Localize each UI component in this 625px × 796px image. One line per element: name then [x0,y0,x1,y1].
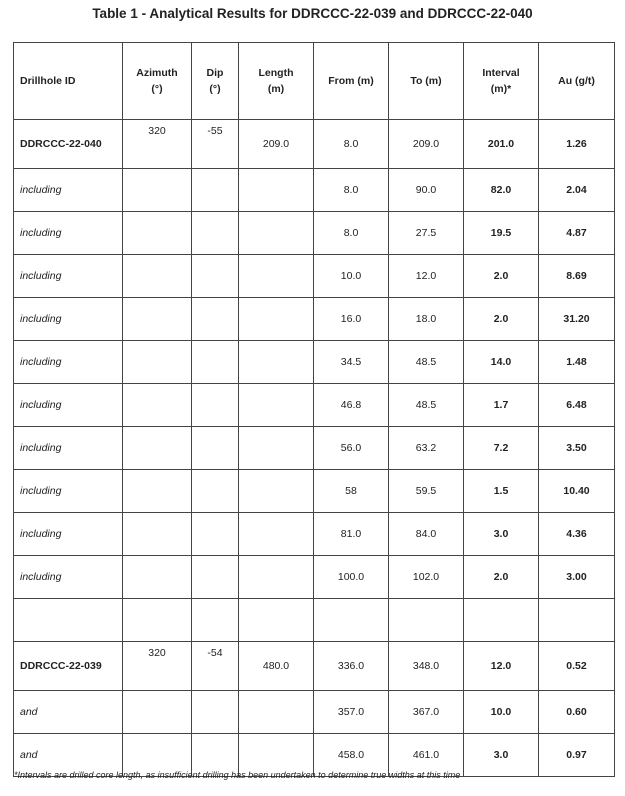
cell-au: 31.20 [539,298,615,341]
cell-au: 3.00 [539,556,615,599]
cell-dip [192,691,239,734]
cell-azimuth [123,599,192,642]
cell-id: and [14,734,123,777]
header-row [14,43,615,120]
cell-from: 357.0 [314,691,389,734]
table-row [14,599,615,642]
cell-interval: 2.0 [464,556,539,599]
cell-azimuth [123,556,192,599]
cell-dip [192,384,239,427]
cell-au: 6.48 [539,384,615,427]
cell-id: including [14,384,123,427]
table-row [14,470,615,513]
cell-to: 90.0 [389,169,464,212]
cell-dip [192,341,239,384]
header-from: From (m) [314,43,389,120]
cell-dip [192,427,239,470]
cell-to: 63.2 [389,427,464,470]
cell-au: 4.87 [539,212,615,255]
cell-au [539,599,615,642]
cell-dip [192,470,239,513]
cell-interval: 7.2 [464,427,539,470]
cell-dip [192,298,239,341]
cell-id: including [14,427,123,470]
cell-length: 209.0 [239,120,314,169]
cell-au: 1.48 [539,341,615,384]
cell-dip [192,513,239,556]
cell-from: 56.0 [314,427,389,470]
cell-au: 1.26 [539,120,615,169]
table-row [14,298,615,341]
cell-au: 10.40 [539,470,615,513]
footnote: *Intervals are drilled core length, as insufficient drilling has been undertaken to determine true widths at this time [14,770,461,780]
cell-dip [192,556,239,599]
cell-from: 34.5 [314,341,389,384]
cell-dip: -54 [192,642,239,691]
cell-length [239,384,314,427]
header-azimuth: Azimuth (°) [123,43,192,120]
cell-length [239,599,314,642]
cell-from [314,599,389,642]
cell-to: 461.0 [389,734,464,777]
cell-azimuth [123,212,192,255]
cell-length [239,691,314,734]
cell-interval: 3.0 [464,513,539,556]
cell-to [389,599,464,642]
cell-azimuth [123,470,192,513]
table-row [14,384,615,427]
cell-au: 4.36 [539,513,615,556]
cell-from: 16.0 [314,298,389,341]
cell-to: 348.0 [389,642,464,691]
header-to: To (m) [389,43,464,120]
cell-azimuth [123,169,192,212]
header-interval: Interval (m)* [464,43,539,120]
cell-to: 84.0 [389,513,464,556]
cell-to: 12.0 [389,255,464,298]
table-row [14,513,615,556]
cell-to: 27.5 [389,212,464,255]
analytical-results-table [13,42,615,777]
cell-id: including [14,298,123,341]
table-row [14,427,615,470]
cell-id: including [14,212,123,255]
table-row [14,169,615,212]
table-title: Table 1 - Analytical Results for DDRCCC-22-039 and DDRCCC-22-040 [92,6,533,21]
cell-length [239,470,314,513]
cell-interval: 82.0 [464,169,539,212]
header-drillhole-id: Drillhole ID [14,43,123,120]
cell-id: including [14,556,123,599]
cell-dip [192,169,239,212]
cell-id [14,599,123,642]
table-row [14,120,615,169]
cell-interval: 2.0 [464,255,539,298]
cell-to: 102.0 [389,556,464,599]
table-row [14,691,615,734]
cell-to: 48.5 [389,341,464,384]
header-length: Length (m) [239,43,314,120]
table-row [14,556,615,599]
cell-length [239,212,314,255]
cell-length [239,169,314,212]
cell-from: 46.8 [314,384,389,427]
cell-from: 336.0 [314,642,389,691]
cell-azimuth [123,298,192,341]
cell-from: 458.0 [314,734,389,777]
cell-au: 0.52 [539,642,615,691]
cell-au: 0.60 [539,691,615,734]
cell-id: including [14,255,123,298]
cell-id: and [14,691,123,734]
table-row [14,212,615,255]
cell-length [239,427,314,470]
cell-length [239,513,314,556]
cell-azimuth [123,427,192,470]
cell-interval: 1.7 [464,384,539,427]
cell-azimuth [123,691,192,734]
cell-dip: -55 [192,120,239,169]
cell-au: 8.69 [539,255,615,298]
table-row [14,341,615,384]
cell-from: 81.0 [314,513,389,556]
cell-id: including [14,470,123,513]
cell-id: including [14,169,123,212]
table-row [14,255,615,298]
cell-length [239,341,314,384]
cell-interval: 3.0 [464,734,539,777]
cell-azimuth [123,341,192,384]
cell-from: 8.0 [314,120,389,169]
cell-interval: 10.0 [464,691,539,734]
cell-id: including [14,513,123,556]
cell-length [239,298,314,341]
cell-dip [192,255,239,298]
header-dip: Dip (°) [192,43,239,120]
cell-interval: 14.0 [464,341,539,384]
cell-from: 8.0 [314,169,389,212]
cell-to: 59.5 [389,470,464,513]
cell-from: 8.0 [314,212,389,255]
cell-interval: 2.0 [464,298,539,341]
cell-au: 0.97 [539,734,615,777]
cell-to: 48.5 [389,384,464,427]
cell-to: 367.0 [389,691,464,734]
cell-from: 58 [314,470,389,513]
cell-to: 18.0 [389,298,464,341]
cell-to: 209.0 [389,120,464,169]
cell-au: 3.50 [539,427,615,470]
cell-id: including [14,341,123,384]
cell-id: DDRCCC-22-039 [14,642,123,691]
cell-azimuth [123,384,192,427]
cell-from: 100.0 [314,556,389,599]
cell-interval: 1.5 [464,470,539,513]
cell-length: 480.0 [239,642,314,691]
cell-interval: 19.5 [464,212,539,255]
cell-dip [192,599,239,642]
cell-azimuth [123,255,192,298]
cell-from: 10.0 [314,255,389,298]
cell-interval [464,599,539,642]
cell-length [239,556,314,599]
cell-au: 2.04 [539,169,615,212]
cell-azimuth: 320 [123,120,192,169]
table-row [14,642,615,691]
cell-length [239,255,314,298]
header-au: Au (g/t) [539,43,615,120]
cell-interval: 12.0 [464,642,539,691]
cell-azimuth [123,513,192,556]
cell-id: DDRCCC-22-040 [14,120,123,169]
cell-azimuth: 320 [123,642,192,691]
cell-dip [192,212,239,255]
cell-interval: 201.0 [464,120,539,169]
results-body [14,120,615,777]
